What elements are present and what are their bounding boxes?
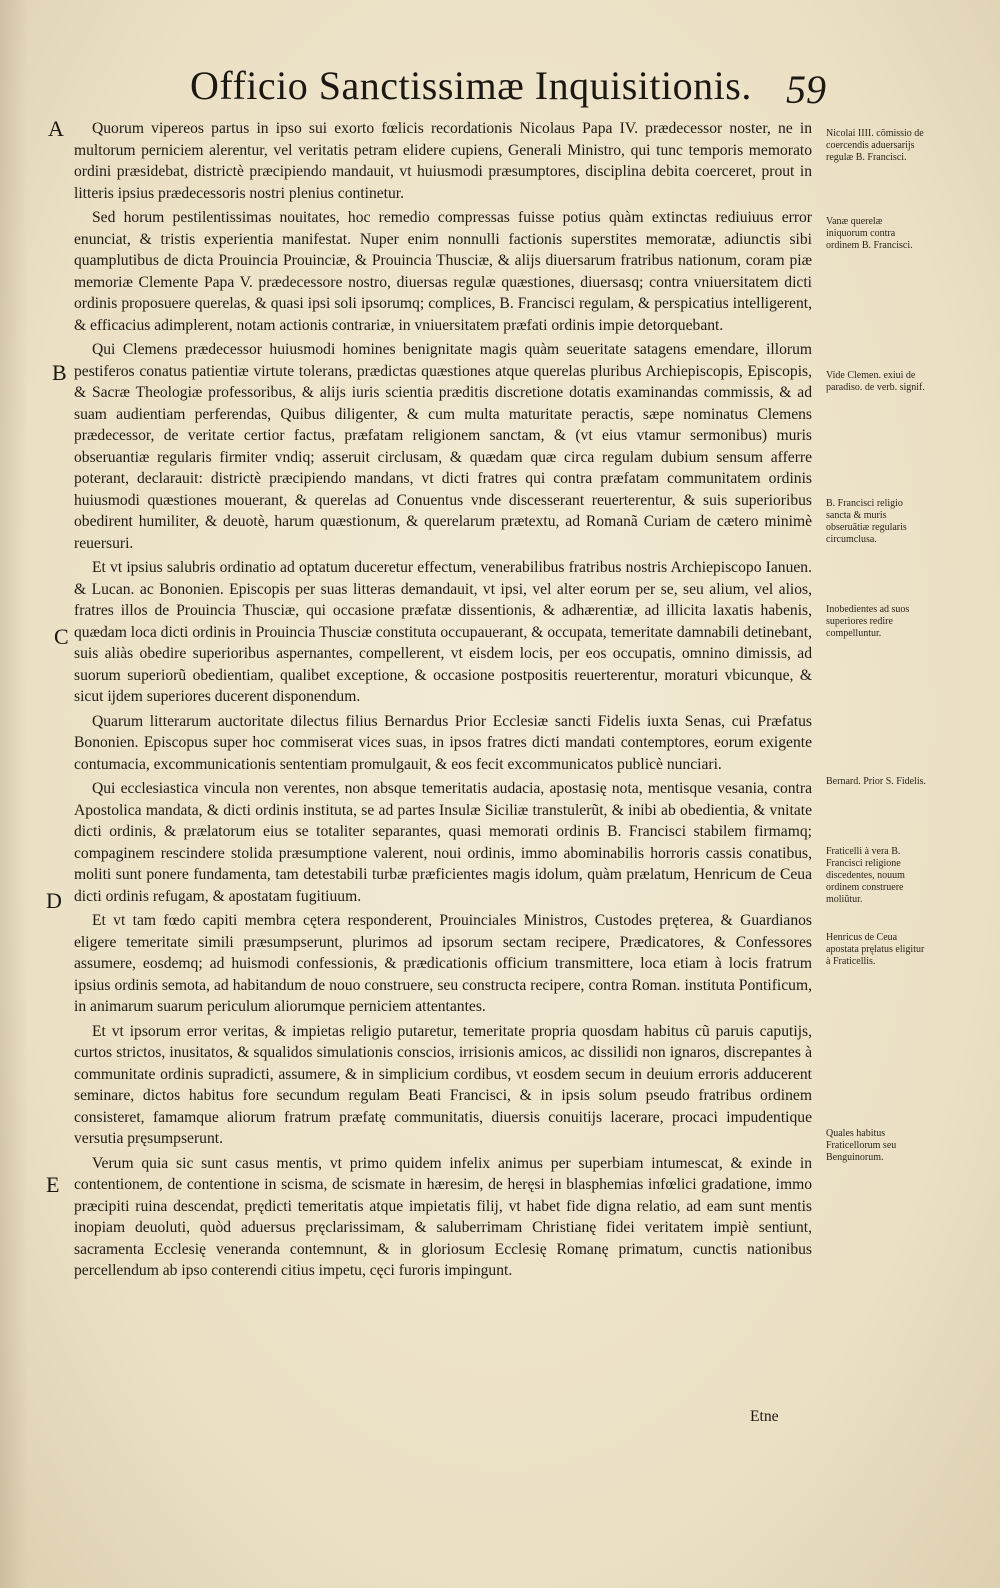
section-letter-b: B bbox=[52, 360, 67, 385]
section-letter-a: A bbox=[48, 116, 64, 141]
section-letter-e: E bbox=[46, 1172, 60, 1197]
marginal-note: Henricus de Ceua apostata pręlatus eligitur à Fraticellis. bbox=[826, 932, 925, 967]
paragraph-2: Sed horum pestilentissimas nouitates, hoc remedio compressas fuisse potius quàm extinctas rediuiuus error enunciat, & tristis experientia manifestat. Nuper enim nonnulli factionis superstites memoratæ, adiunctis sibi quamplutibus de dicta Prouincia Prouinciæ, & Prouincia Thusciæ, & alijs diuersarum fratribus nationum, coram piæ memoriæ Clemente Papa V. prædecessore nostro, diuersas regulæ quæstiones, diuersasq; contra vniuersitatem dicti ordinis proposuere querelas, & quasi ipsi soli ipsorumq; complices, B. Francisci regulam, & perspicatius intelligerent, & efficacius adimplerent, notam actionis contrariæ, in vniuersitatem præfati ordinis impie detorquebant. bbox=[74, 209, 812, 334]
marginal-note: Vide Clemen. exiui de paradiso. de verb. signif. bbox=[826, 370, 925, 393]
paragraph-8: Et vt ipsorum error veritas, & impietas religio putaretur, temeritate propria quosdam habitus cũ paruis caputijs, curtos strictos, inusitatos, & squalidos simulationis conscios, irrisionis amicos, ac dissilidi non ignaros, discrepantes à communitate ordinis supradicti, assumere, & in simplicium cordibus, vt eosdem secum in deuium erroris adducerent seminare, dictos habitus fore secundum regulam Beati Francisci, & in ipsis solum pseudo fratribus ordinem consisteret, famamque aliorum fratrum præfatę communitatis, diuersis conuitijs lacerare, procaci impudentique versutia pręsumpserunt. bbox=[74, 1022, 812, 1147]
marginal-note: Bernard. Prior S. Fidelis. bbox=[826, 776, 926, 787]
paragraph-9: Verum quia sic sunt casus mentis, vt primo quidem infelix animus per superbiam intumescat, & exinde in contentionem, de contentione in scisma, de scismate in hæresim, de heręsi in blasphemias infœlici gradatione, immo præcipiti ruina descendat, prędicti temeritatis atque impietatis filij, vt habet fide digna relatio, ad eam sunt mentis inopiam deuoluti, quòd aduersus pręclarissimam, & saluberrimam Christianę fidei veritatem impiè sentiunt, sacramenta Ecclesię veneranda contemnunt, & in gloriosum Ecclesię Romanę primatum, cunctis nationibus percellendum ab ipso conterendi citius impetu, cęci furoris impingunt. bbox=[74, 1154, 812, 1279]
catchword: Etne bbox=[750, 1408, 779, 1425]
marginal-note: Vanæ querelæ iniquorum contra ordinem B. Francisci. bbox=[826, 216, 913, 251]
main-text bbox=[74, 118, 812, 1285]
marginal-note: Nicolai IIII. cõmissio de coercendis aduersarijs regulæ B. Francisci. bbox=[826, 128, 924, 163]
paragraph-5: Quarum litterarum auctoritate dilectus filius Bernardus Prior Ecclesiæ sancti Fidelis iuxta Senas, cui Præfatus Bononien. Episcopus super hoc commiserat vices suas, in ipsos fratres dicti mandati contemptores, eorum exigente contumacia, excommunicationis sententiam promulgauit, & eos fecit excommunicatos publicè nunciari. bbox=[74, 712, 812, 773]
paragraph-6: Qui ecclesiastica vincula non verentes, non absque temeritatis audacia, apostasię nota, mentisque vesania, contra Apostolica mandata, & dicti ordinis instituta, se ad partes Insulæ Siciliæ transtulerũt, & inibi ab obedientia, & vnitate dicti ordinis, & prælatorum eius se totaliter separantes, quasi memorati ordinis B. Francisci stabilem firmamq; compaginem rescindere stolida præsumptione valerent, noui ordinis, immo abominabilis horroris cassis conatibus, moliti sunt ponere fundamenta, tam detestabili turbæ præficientes magis idolum, quàm prælatum, Henricum de Ceua dicti ordinis refugam, & apostatam fugitiuum. bbox=[74, 780, 812, 905]
marginal-note: B. Francisci religio sancta & muris obseruãtiæ regularis circumclusa. bbox=[826, 498, 907, 545]
paragraph-7: Et vt tam fœdo capiti membra cętera responderent, Prouinciales Ministros, Custodes pręterea, & Guardianos eligere temeritate simili præsumpserunt, plurimos ad ipsorum sectam recipere, Prædicatores, & Confessores assumere, eosdemq; ad huismodi confessionis, & prædicationis officium transmittere, loca etiam à locis fratrum ipsius ordinis semota, ad habitandum de nouo construere, seu constructa recipere, contra Roman. instituta Pontificum, in animarum suarum periculum aliorumque perniciem attentantes. bbox=[74, 912, 812, 1015]
section-letter-c: C bbox=[54, 624, 69, 649]
paragraph-4: Et vt ipsius salubris ordinatio ad optatum duceretur effectum, venerabilibus fratribus nostris Archiepiscopo Ianuen. & Lucan. ac Bononien. Episcopis per suas litteras demandauit, vt ipsi, vel alter eorum per se, seu alium, vel alios, fratres illos de Prouincia Thusciæ, qui occasione præfatæ dissentionis, & adhærentiæ, ad illicita laxatis habenis, quædam loca dicti ordinis in Prouincia Thusciæ constituta occupauerant, & occupata, temeritate damnabili detinebant, suis aliàs obedire superioribus aspernantes, compellerent, vt eisdem locis, per eos occupatis, omnino dimissis, ad suorum superiorũ obedientiam, qualibet exceptione, & occasione postpositis reuerterentur, moraturi vbicunque, & sicut ijdem superiores ducerent disponendum. bbox=[74, 559, 812, 705]
marginal-note: Quales habitus Fraticellorum seu Benguinorum. bbox=[826, 1128, 897, 1163]
running-head: Officio Sanctissimæ Inquisitionis. bbox=[190, 63, 752, 108]
marginal-note: Fraticelli à vera B. Francisci religione discedentes, nouum ordinem construere moliũtur. bbox=[826, 846, 905, 905]
marginal-note: Inobedientes ad suos superiores redire compelluntur. bbox=[826, 604, 910, 639]
paragraph-3: Qui Clemens prædecessor huiusmodi homines benignitate magis quàm seueritate satagens emendare, illorum pestiferos conatus patientiæ virtute tolerans, prædictas quæstiones atque querelas pluribus Archiepiscopis, Episcopis, & Sacræ Theologiæ professoribus, & alijs iuris scientia præditis discretione dotatis examinandas commissis, & ad suam audientiam perferendas, Quibus diligenter, & cum multa maturitate peractis, sæpe nominatus Clemens prædecessor, de veritate certior factus, præfatam religionem sanctam, & (vt eius vtamur sermonibus) muris obseruantiæ regularis firmiter vndiq; asseruit circlusam, & quædam quæ circa regulam dubium sensum afferre poterant, declarauit: districtè præcipiendo mandans, vt dicti fratres qui contra præfatam communitatem ordinis huiusmodi quæstiones mouerant, & querelas ad Conuentus vnde discesserant reuerterentur, & suis superioribus obedirent humiliter, & deuotè, harum quæstionum, & querelarum prætextu, ad Romanã Curiam de cætero minimè reuersuri. bbox=[74, 341, 812, 552]
section-letter-d: D bbox=[46, 888, 62, 913]
paragraph-1: Quorum vipereos partus in ipso sui exorto fœlicis recordationis Nicolaus Papa IV. prædecessor noster, ne in multorum perniciem alerentur, vel veritatis petram elidere cupiens, Generali Ministro, qui tunc temporis memorato ordini præsidebat, districtè præcipiendo mandauit, vt huiusmodi præsumptores, disciplina debita coerceret, prout in litteris ipsius prædecessoris nostri plenius continetur. bbox=[74, 120, 812, 202]
page-number: 59 bbox=[786, 67, 826, 112]
page-gutter-shadow bbox=[0, 0, 28, 1588]
